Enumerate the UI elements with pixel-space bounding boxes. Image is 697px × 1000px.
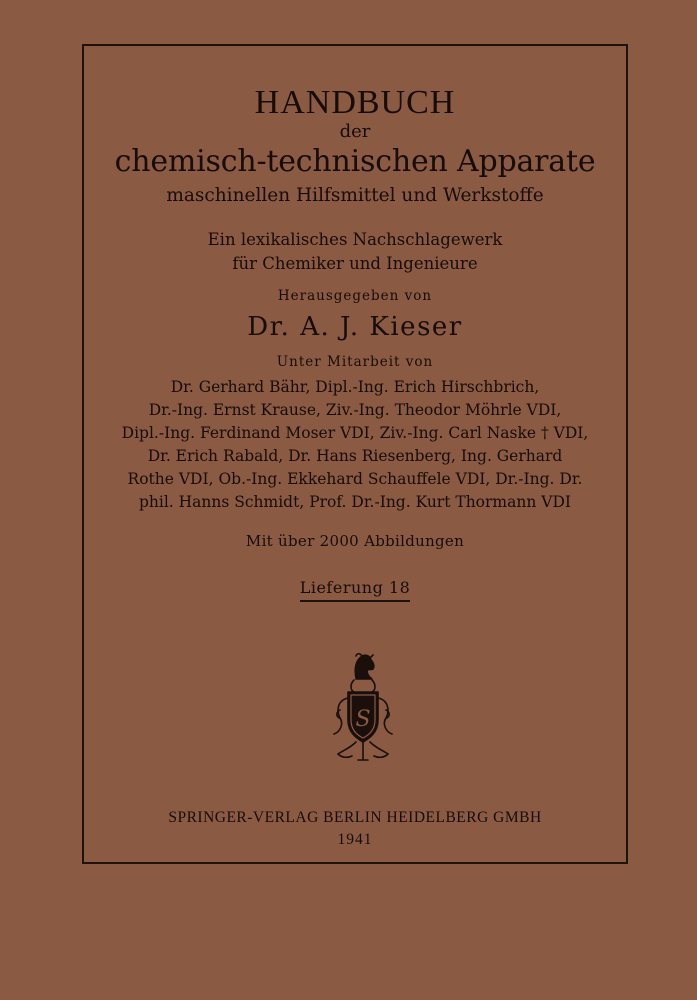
publisher-name: SPRINGER-VERLAG BERLIN HEIDELBERG GMBH bbox=[168, 809, 542, 826]
subtitle-main: chemisch-technischen Apparate bbox=[114, 144, 596, 179]
collaborators-line: Rothe VDI, Ob.-Ing. Ekkehard Schauffele VDI, Dr.-Ing. Dr. bbox=[127, 470, 583, 488]
description-line-2: für Chemiker und Ingenieure bbox=[232, 254, 478, 273]
edition-label: Lieferung 18 bbox=[300, 580, 411, 602]
collaborators-line: phil. Hanns Schmidt, Prof. Dr.-Ing. Kurt Thormann VDI bbox=[138, 493, 572, 511]
editor-label: Herausgegeben von bbox=[277, 288, 433, 304]
subtitle-secondary: maschinellen Hilfsmittel und Werkstoffe bbox=[166, 185, 544, 206]
editor-name: Dr. A. J. Kieser bbox=[247, 312, 463, 342]
collaboration-label: Unter Mitarbeit von bbox=[276, 354, 434, 370]
collaborators-line: Dipl.-Ing. Ferdinand Moser VDI, Ziv.-Ing. Carl Naske † VDI, bbox=[121, 424, 589, 442]
edition-container bbox=[82, 580, 628, 602]
logo-monogram: S bbox=[355, 707, 371, 732]
book-title: HANDBUCH bbox=[254, 84, 456, 121]
description-line-1: Ein lexikalisches Nachschlagewerk bbox=[207, 230, 503, 249]
publication-year: 1941 bbox=[337, 831, 373, 848]
collaborators-line: Dr. Gerhard Bähr, Dipl.-Ing. Erich Hirschbrich, bbox=[170, 378, 540, 396]
illustrations-note: Mit über 2000 Abbildungen bbox=[245, 532, 465, 550]
springer-knight-logo-icon bbox=[326, 650, 398, 766]
collaborators-line: Dr.-Ing. Ernst Krause, Ziv.-Ing. Theodor Möhrle VDI, bbox=[148, 401, 562, 419]
collaborators-line: Dr. Erich Rabald, Dr. Hans Riesenberg, Ing. Gerhard bbox=[147, 447, 563, 465]
title-connector: der bbox=[339, 121, 371, 142]
